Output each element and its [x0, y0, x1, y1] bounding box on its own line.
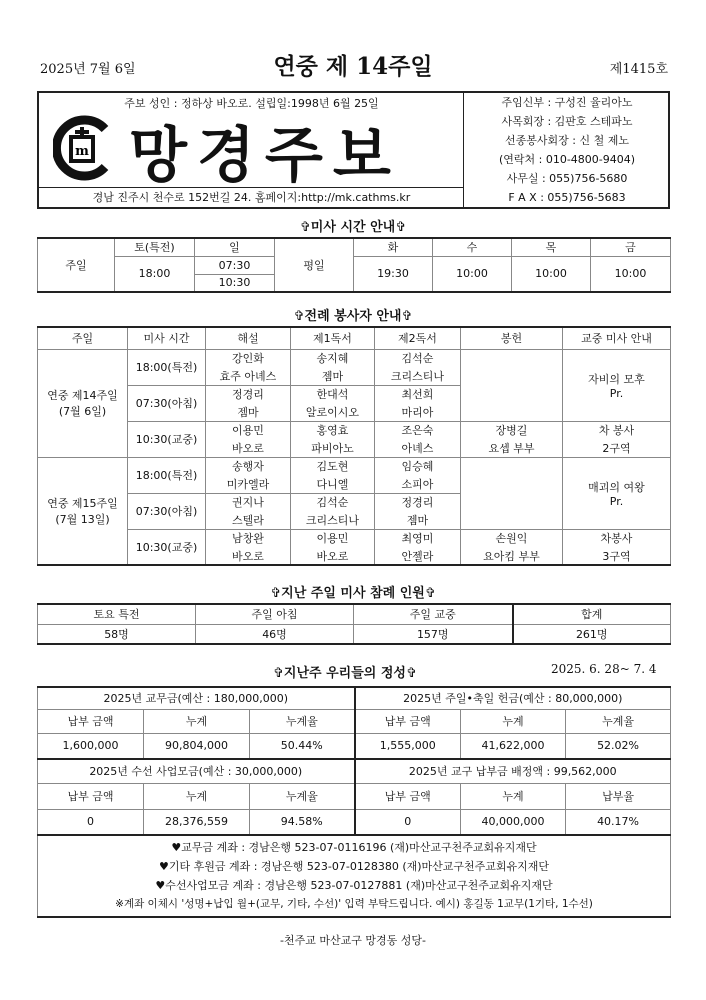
att-header-total: 합계 — [513, 604, 671, 624]
fax-number: F A X : 055)756-5683 — [508, 191, 626, 204]
att-header-sunday-main: 주일 교중 — [354, 604, 513, 624]
reader-1: 송지혜 — [291, 349, 375, 367]
account-donation: ♥기타 후원금 계좌 : 경남은행 523-07-0128380 (재)마산교구천주교회유지재단 — [158, 860, 550, 873]
reader-1-baptismal: 다니엘 — [291, 475, 375, 493]
offering-empty — [461, 457, 563, 529]
reader-1-baptismal: 젬마 — [291, 367, 375, 385]
reader-2-baptismal: 소피아 — [375, 475, 461, 493]
staff-contacts — [466, 93, 668, 207]
issue-number: 제1415호 — [609, 62, 668, 77]
dues-paid: 1,600,000 — [38, 733, 144, 759]
att-header-sunday-morning: 주일 아침 — [196, 604, 354, 624]
att-header-saturday: 토요 특전 — [38, 604, 196, 624]
reader-1-baptismal: 바오로 — [291, 547, 375, 565]
reader-2-baptismal: 젬마 — [375, 511, 461, 529]
commentator: 정경리 — [206, 385, 291, 403]
att-sunday-main: 157명 — [354, 624, 513, 644]
repair-cumulative: 28,376,559 — [144, 809, 250, 835]
choir-name: 자비의 모후 — [588, 372, 645, 386]
tea-service: 차봉사 — [563, 529, 671, 547]
mass-time: 18:00(특전) — [128, 457, 206, 493]
repair-paid: 0 — [38, 809, 144, 835]
mass-times-table — [37, 237, 671, 293]
repair-header-cumulative: 누계 — [144, 783, 250, 809]
account-repair: ♥수선사업모금 계좌 : 경남은행 523-07-0127881 (재)마산교구천주교회유지재단 — [155, 879, 553, 892]
tea-service: 차 봉사 — [563, 421, 671, 439]
sunday-time-1: 07:30 — [195, 256, 275, 274]
weekday-label: 평일 — [275, 238, 354, 292]
church-logo-icon — [53, 115, 109, 181]
week-15-name: 연중 제15주일 — [47, 496, 118, 510]
dues-header-rate: 누계율 — [250, 709, 355, 733]
repair-header-rate: 누계율 — [250, 783, 355, 809]
day-thu: 목 — [512, 238, 591, 256]
collection-cumulative: 41,622,000 — [461, 733, 566, 759]
dues-cumulative: 90,804,000 — [144, 733, 250, 759]
volunteers-table — [37, 326, 671, 566]
offering-family-baptismal: 요아킴 부부 — [461, 547, 563, 565]
dues-rate: 50.44% — [250, 733, 355, 759]
masthead — [37, 91, 670, 209]
main-mass-guide — [563, 349, 671, 421]
bulletin-date: 2025년 7월 6일 — [40, 62, 136, 77]
account-dues: ♥교무금 계좌 : 경남은행 523-07-0116196 (재)마산교구천주교회유지재단 — [171, 841, 537, 854]
reader-1: 김도현 — [291, 457, 375, 475]
bulletin-title: 연중 제 14주일 — [273, 53, 433, 80]
week-15-date: (7월 13일) — [55, 512, 110, 526]
att-sunday-morning: 46명 — [196, 624, 354, 644]
col-commentator: 해설 — [206, 327, 291, 349]
parish-dues-title: 2025년 교무금(예산 : 180,000,000) — [38, 687, 355, 709]
offering-title: ✞지난주 우리들의 정성✞ — [273, 666, 417, 681]
reader-2: 조은숙 — [375, 421, 461, 439]
time-wed: 10:00 — [433, 256, 512, 292]
office-phone: 사무실 : 055)756-5680 — [506, 172, 628, 185]
council-president: 사목회장 : 김판호 스테파노 — [501, 115, 633, 128]
finance-table — [37, 686, 671, 918]
repair-header-paid: 납부 금액 — [38, 783, 144, 809]
repair-fund-title: 2025년 수선 사업모금(예산 : 30,000,000) — [38, 759, 355, 783]
pastor: 주임신부 : 구성진 율리아노 — [501, 96, 633, 109]
church-address: 경남 진주시 천수로 152번길 24. 홈페이지:http://mk.cathms.kr — [39, 187, 464, 207]
time-tue: 19:30 — [354, 256, 433, 292]
collection-header-cumulative: 누계 — [461, 709, 566, 733]
transfer-note: ※계좌 이체시 '성명+납입 월+(교무, 기타, 수선)' 입력 부탁드립니다. 예시) 홍길동 1교무(1기타, 1수선) — [115, 898, 593, 910]
commentator: 남창완 — [206, 529, 291, 547]
tea-service-district: 2구역 — [563, 439, 671, 457]
commentator-baptismal: 효주 아녜스 — [206, 367, 291, 385]
contact-phone: (연락처 : 010-4800-9404) — [498, 153, 636, 166]
repair-rate: 94.58% — [250, 809, 355, 835]
offering-empty — [461, 349, 563, 421]
week-14-label — [38, 349, 128, 457]
collection-header-rate: 누계율 — [566, 709, 671, 733]
sunday-collection-title: 2025년 주일•축일 헌금(예산 : 80,000,000) — [355, 687, 671, 709]
week-14-date: (7월 6일) — [58, 405, 107, 418]
week-15-label — [38, 457, 128, 565]
day-tue: 화 — [354, 238, 433, 256]
diocese-paid: 0 — [355, 809, 461, 835]
sunday-day-label: 일 — [195, 238, 275, 256]
commentator: 강인화 — [206, 349, 291, 367]
attendance-title: ✞지난 주일 미사 참례 인원✞ — [270, 586, 436, 601]
diocese-rate: 40.17% — [566, 809, 671, 835]
diocese-header-rate: 납부율 — [566, 783, 671, 809]
diocese-assessment-title: 2025년 교구 납부금 배정액 : 99,562,000 — [355, 759, 671, 783]
offering-period: 2025. 6. 28~ 7. 4 — [551, 662, 657, 676]
commentator-baptismal: 젬마 — [206, 403, 291, 421]
mass-time: 07:30(아침) — [128, 493, 206, 529]
reader-2: 김석순 — [375, 349, 461, 367]
masthead-left — [39, 93, 464, 207]
volunteers-title: ✞전례 봉사자 안내✞ — [293, 309, 413, 324]
choir-note: Pr. — [609, 494, 624, 508]
offering-family: 손원익 — [461, 529, 563, 547]
col-reading-1: 제1독서 — [291, 327, 375, 349]
collection-paid: 1,555,000 — [355, 733, 461, 759]
commentator-baptismal: 바오로 — [206, 547, 291, 565]
reader-2: 정경리 — [375, 493, 461, 511]
offering-family-baptismal: 요셉 부부 — [461, 439, 563, 457]
sunday-time-2: 10:30 — [195, 274, 275, 292]
time-fri: 10:00 — [591, 256, 671, 292]
reader-2: 최영미 — [375, 529, 461, 547]
col-mass-time: 미사 시간 — [128, 327, 206, 349]
collection-rate: 52.02% — [566, 733, 671, 759]
choir-note: Pr. — [609, 386, 624, 400]
time-thu: 10:00 — [512, 256, 591, 292]
day-fri: 금 — [591, 238, 671, 256]
mass-times-title: ✞미사 시간 안내✞ — [299, 220, 407, 235]
reader-1-baptismal: 파비아노 — [291, 439, 375, 457]
mass-time: 10:30(교중) — [128, 421, 206, 457]
dues-header-paid: 납부 금액 — [38, 709, 144, 733]
mass-time: 18:00(특전) — [128, 349, 206, 385]
main-mass-guide — [563, 457, 671, 529]
brand-wordmark: 망경주보 — [129, 121, 401, 191]
dues-header-cumulative: 누계 — [144, 709, 250, 733]
commentator-baptismal: 바오로 — [206, 439, 291, 457]
day-wed: 수 — [433, 238, 512, 256]
reader-1: 김석순 — [291, 493, 375, 511]
tea-service-district: 3구역 — [563, 547, 671, 565]
reader-2: 임승혜 — [375, 457, 461, 475]
commentator-baptismal: 미카엘라 — [206, 475, 291, 493]
funeral-service-head: 선종봉사회장 : 신 철 제노 — [505, 134, 629, 147]
col-sunday: 주일 — [38, 327, 128, 349]
bank-accounts — [38, 835, 671, 917]
reader-1-baptismal: 크리스티나 — [291, 511, 375, 529]
commentator: 이용민 — [206, 421, 291, 439]
col-main-mass-guide: 교중 미사 안내 — [563, 327, 671, 349]
mass-time: 07:30(아침) — [128, 385, 206, 421]
parish-footer: -천주교 마산교구 망경동 성당- — [280, 934, 426, 947]
week-14-name: 연중 제14주일 — [47, 389, 118, 402]
reader-1: 홍영효 — [291, 421, 375, 439]
att-total: 261명 — [513, 624, 671, 644]
reader-1: 한대석 — [291, 385, 375, 403]
offering-family: 장병길 — [461, 421, 563, 439]
reader-2-baptismal: 안젤라 — [375, 547, 461, 565]
mass-time: 10:30(교중) — [128, 529, 206, 565]
reader-1: 이용민 — [291, 529, 375, 547]
sunday-label: 주일 — [38, 238, 115, 292]
collection-header-paid: 납부 금액 — [355, 709, 461, 733]
reader-2-baptismal: 마리아 — [375, 403, 461, 421]
choir-name: 매괴의 여왕 — [588, 480, 645, 494]
col-reading-2: 제2독서 — [375, 327, 461, 349]
reader-2: 최선희 — [375, 385, 461, 403]
saturday-time: 18:00 — [115, 256, 195, 292]
commentator: 권지나 — [206, 493, 291, 511]
attendance-table — [37, 603, 671, 645]
commentator: 송행자 — [206, 457, 291, 475]
diocese-header-paid: 납부 금액 — [355, 783, 461, 809]
commentator-baptismal: 스텔라 — [206, 511, 291, 529]
svg-text:m: m — [75, 144, 89, 159]
reader-1-baptismal: 알로이시오 — [291, 403, 375, 421]
col-offering: 봉헌 — [461, 327, 563, 349]
saturday-label: 토(특전) — [115, 238, 195, 256]
reader-2-baptismal: 아녜스 — [375, 439, 461, 457]
reader-2-baptismal: 크리스티나 — [375, 367, 461, 385]
att-saturday: 58명 — [38, 624, 196, 644]
diocese-header-cumulative: 누계 — [461, 783, 566, 809]
diocese-cumulative: 40,000,000 — [461, 809, 566, 835]
patron-info: 주보 성인 : 정하상 바오로. 설립일:1998년 6월 25일 — [124, 97, 379, 110]
